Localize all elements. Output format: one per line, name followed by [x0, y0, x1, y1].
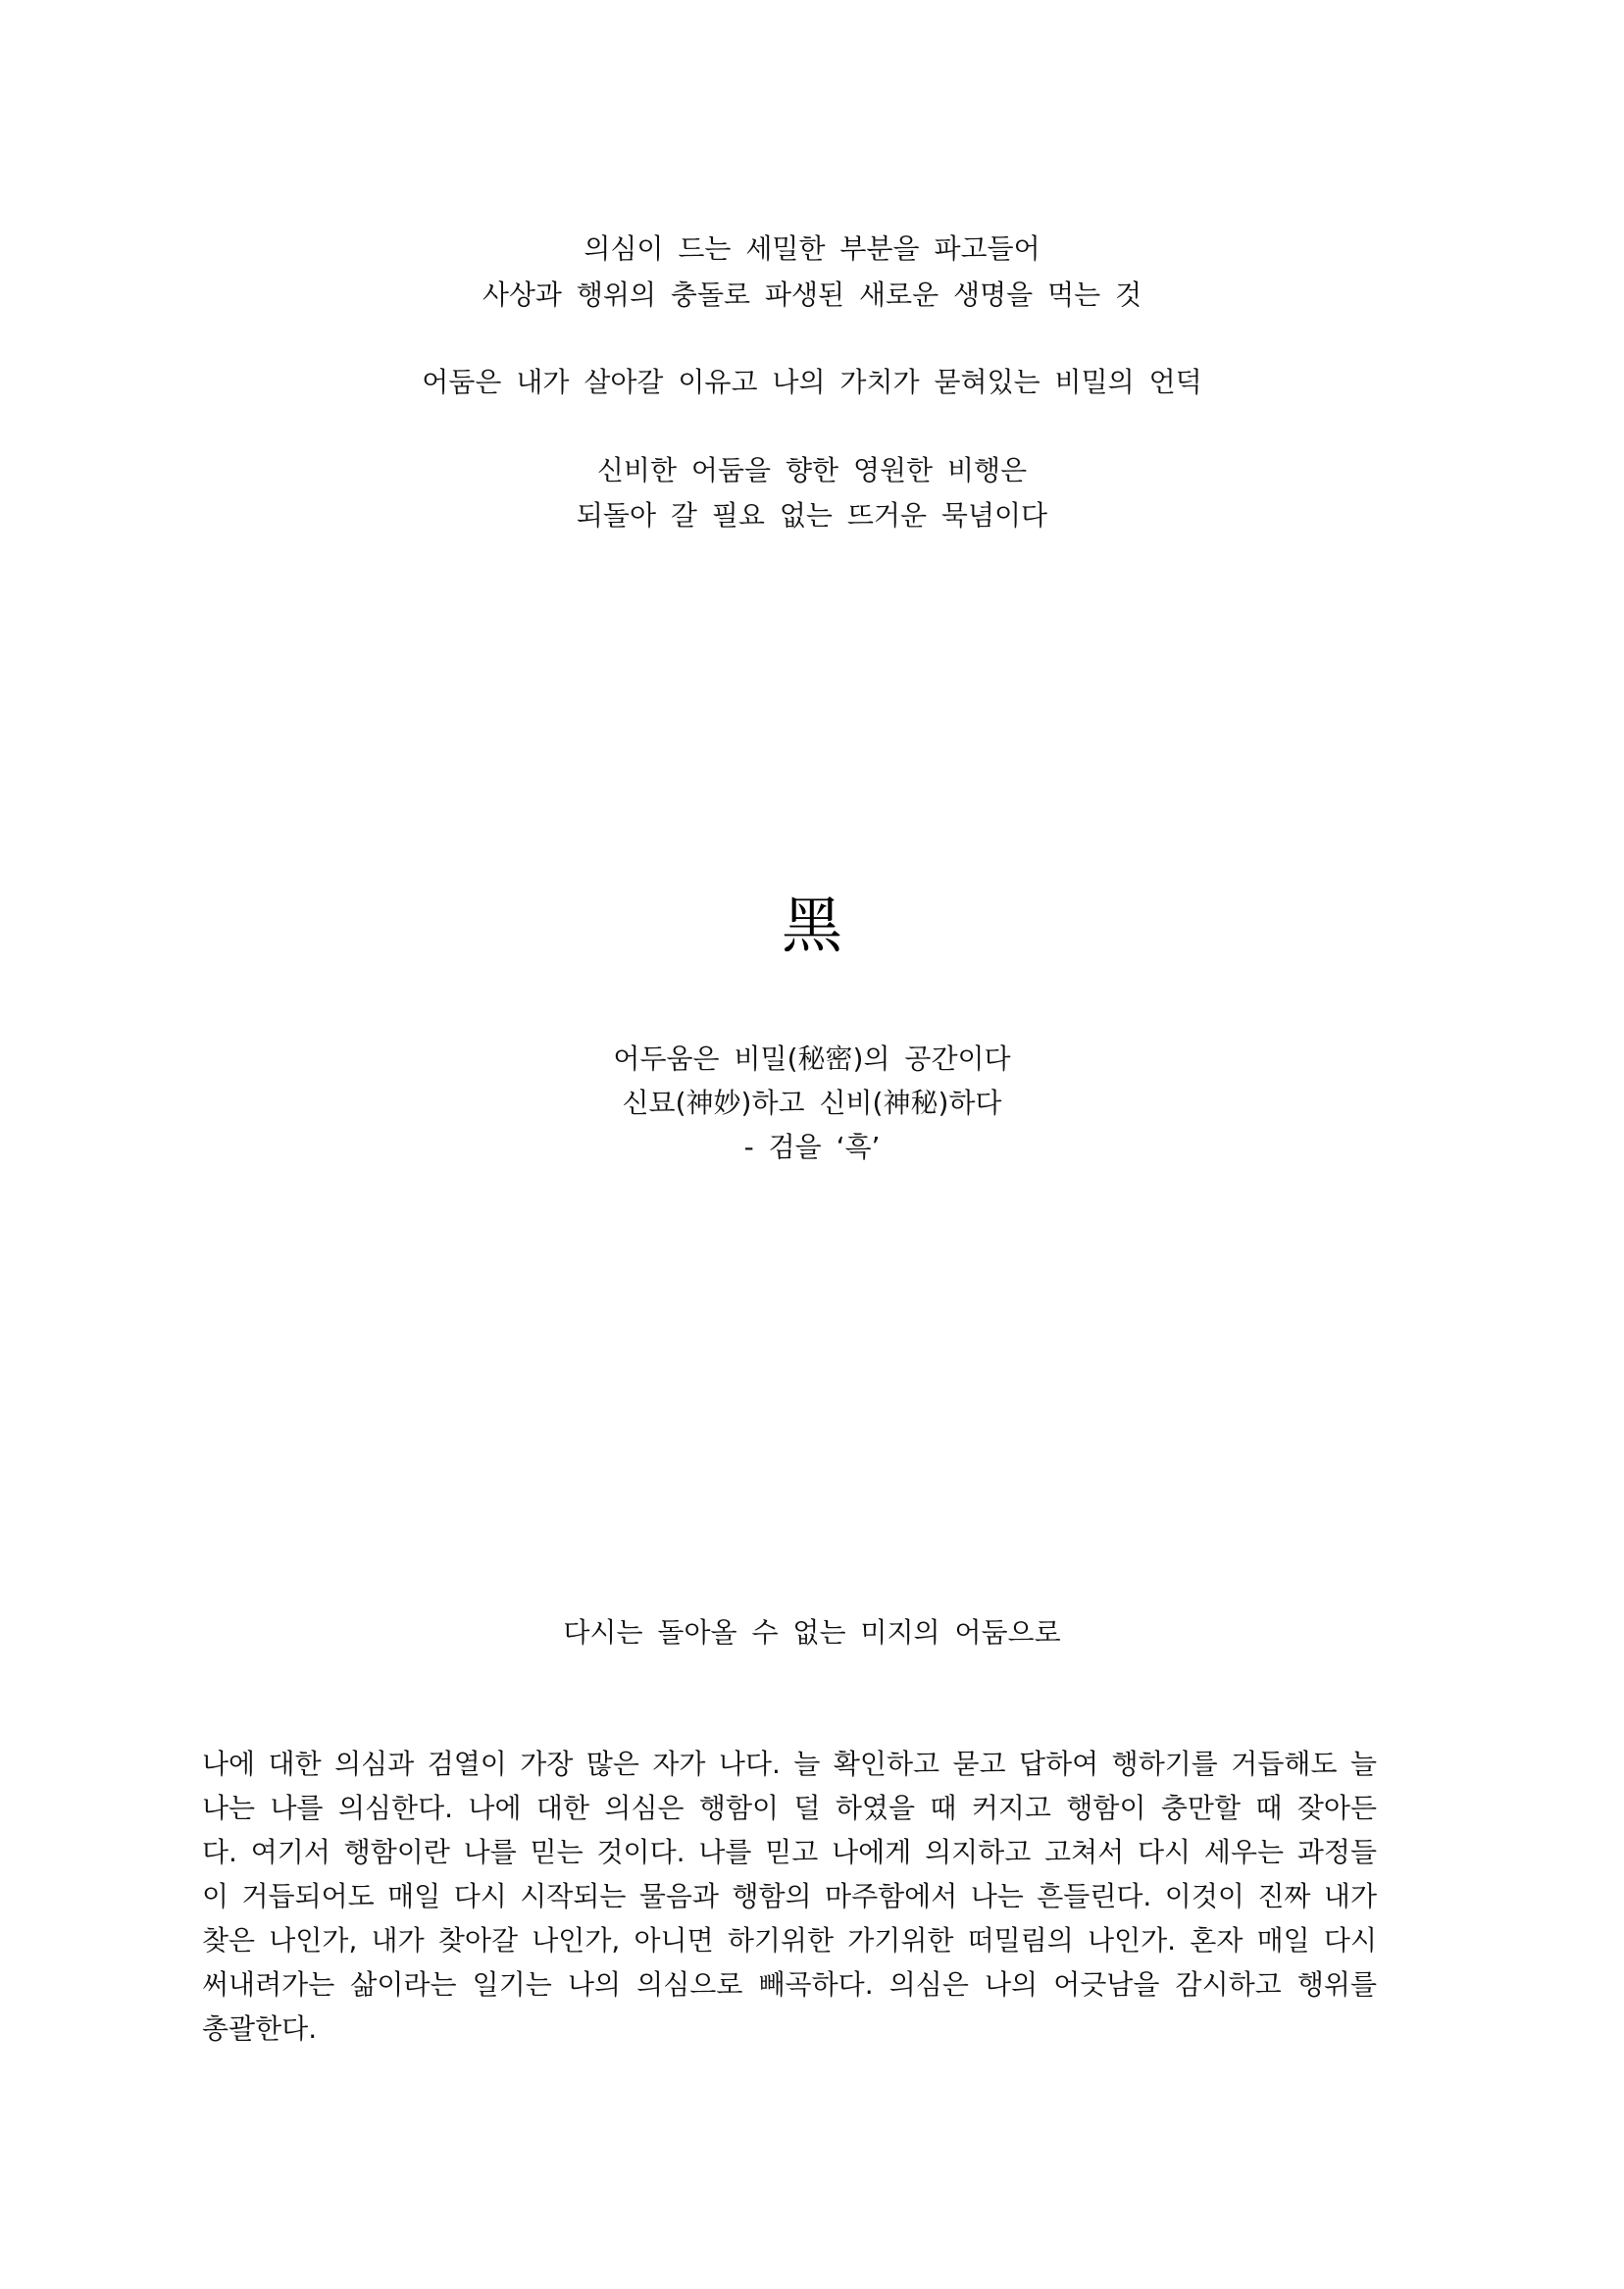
epigraph-line-1: 어두움은 비밀(秘密)의 공간이다 — [613, 1043, 1011, 1075]
poem-line-4: 신비한 어둠을 향한 영원한 비행은 — [596, 454, 1028, 486]
poem-line-5: 되돌아 갈 필요 없는 뜨거운 묵념이다 — [576, 499, 1048, 532]
epigraph-attribution: - 검을 ‘흑’ — [743, 1131, 881, 1163]
title-character: 黑 — [781, 890, 842, 961]
section-heading: 다시는 돌아올 수 없는 미지의 어둠으로 — [563, 1616, 1061, 1649]
epigraph-line-2: 신묘(神妙)하고 신비(神秘)하다 — [622, 1087, 1002, 1119]
body-paragraph: 나에 대한 의심과 검열이 가장 많은 자가 나다. 늘 확인하고 묻고 답하여 행하기를 거듭해도 늘 나는 나를 의심한다. 나에 대한 의심은 행함이 덜 하였을 때 커지고 행함이 충만할 때 잦아든다. 여기서 행함이란 나를 믿는 것이다. 나를 믿고 나에게 의지하고 고쳐서 다시 세우는 과정들이 거듭되어도 매일 다시 시작되는 물음과 행함의 마주함에서 나는 흔들린다. 이것이 진짜 내가 찾은 나인가, 내가 찾아갈 나인가, 아니면 하기위한 가기위한 떠밀림의 나인가. 혼자 매일 다시 써내려가는 삶이라는 일기는 나의 의심으로 빼곡하다. 의심은 나의 어긋남을 감시하고 행위를 총괄한다. — [202, 1748, 1377, 2045]
poem-line-3: 어둠은 내가 살아갈 이유고 나의 가치가 묻혀있는 비밀의 언덕 — [422, 366, 1202, 398]
poem-line-1: 의심이 드는 세밀한 부분을 파고들어 — [584, 232, 1040, 265]
poem-line-2: 사상과 행위의 충돌로 파생된 새로운 생명을 먹는 것 — [482, 279, 1142, 311]
